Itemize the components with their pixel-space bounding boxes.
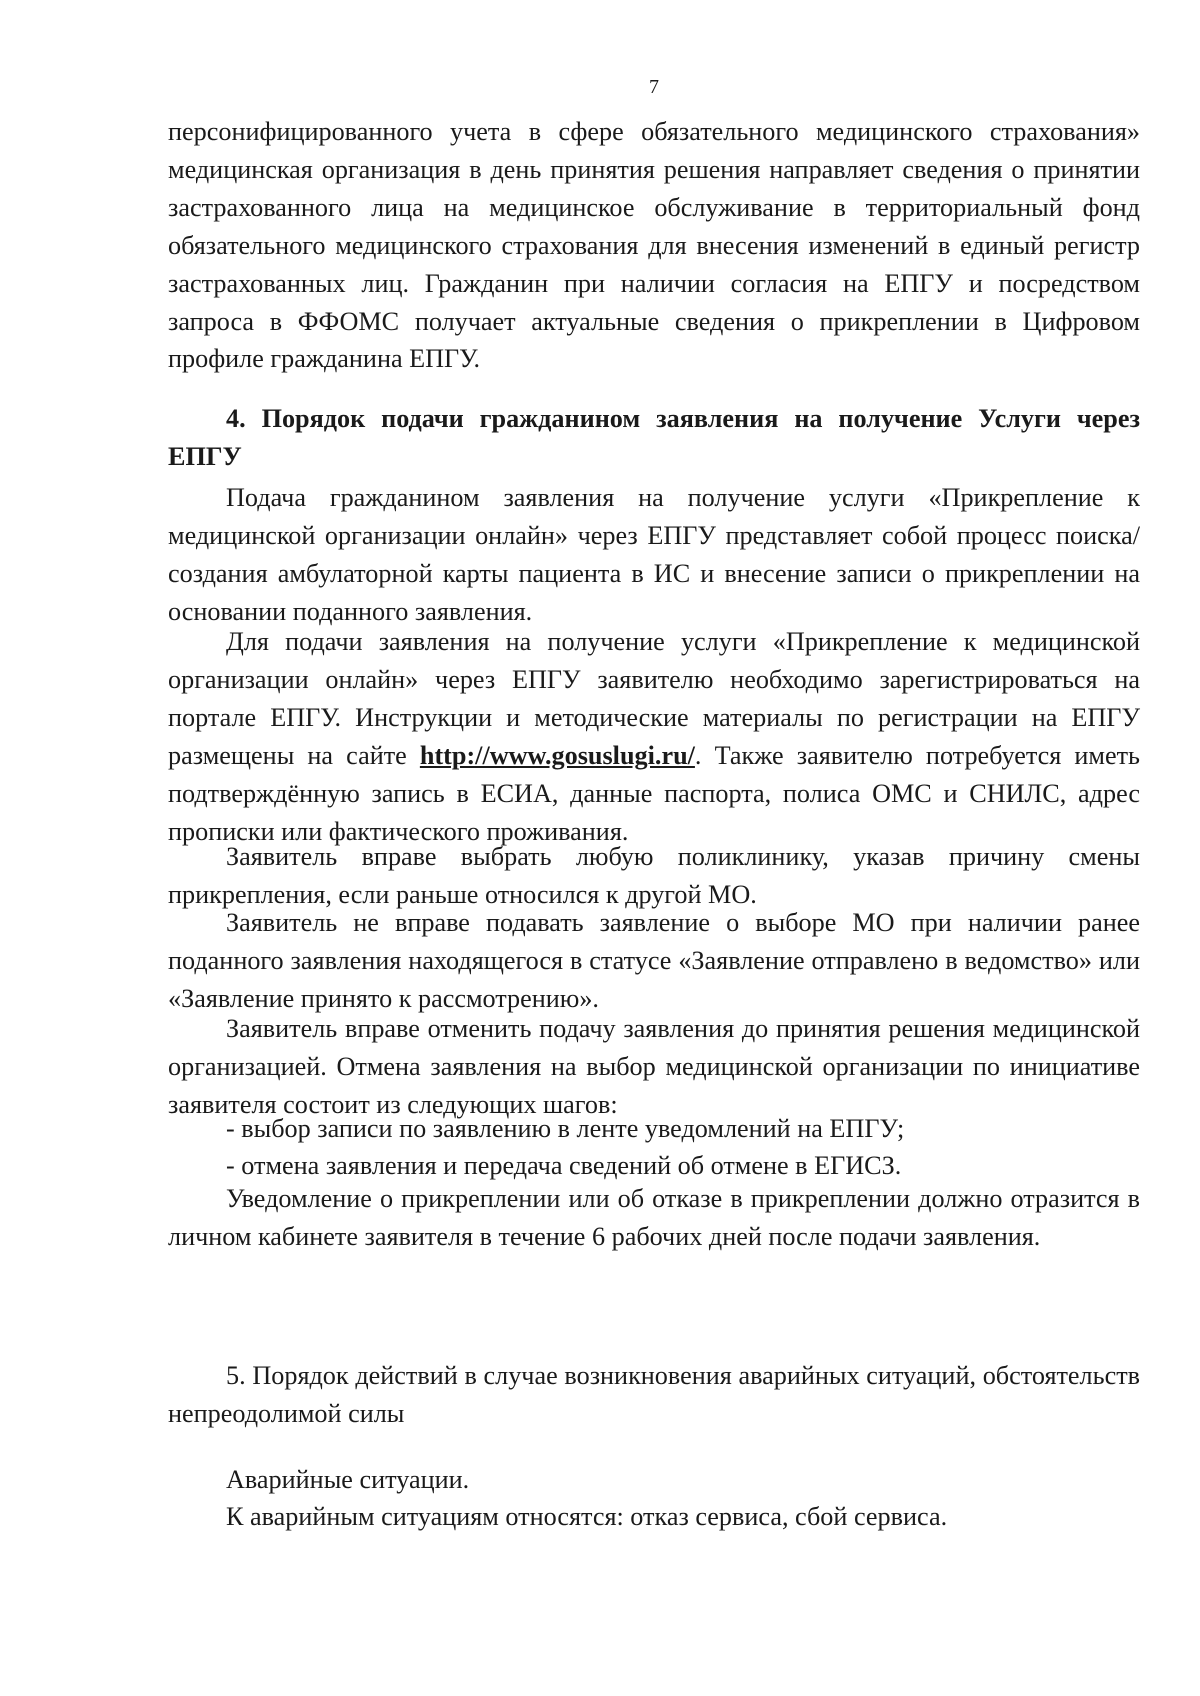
section-5-paragraph-2: К аварийным ситуациям относятся: отказ сервиса, сбой сервиса. xyxy=(226,1502,948,1531)
section-4-paragraph-6: Уведомление о прикреплении или об отказе в прикреплении должно отразится в личном кабинете заявителя в течение 6 рабочих дней после подачи заявления. xyxy=(168,1184,1140,1251)
section-4-paragraph-4: Заявитель не вправе подавать заявление о выборе МО при наличии ранее поданного заявления находящегося в статусе «Заявление отправлено в ведомство» или «Заявление принято к рассмотрению». xyxy=(168,908,1140,1013)
paragraph-2-text-before-link: Для подачи заявления на получение услуги «Прикрепление к медицинской организации онлайн» через ЕПГУ заявителю необходимо зарегистрироваться на портале ЕПГУ. Инструкции и методические материалы по регистрации на ЕПГУ размещены на сайте xyxy=(168,627,1140,770)
intro-paragraph: персонифицированного учета в сфере обязательного медицинского страхования» медицинская организация в день принятия решения направляет сведения о принятии застрахованного лица на медицинское обслуживание в территориальный фонд обязательного медицинского страхования для внесения изменений в единый регистр застрахованных лиц. Гражданин при наличии согласия на ЕПГУ и посредством запроса в ФФОМС получает актуальные сведения о прикреплении в Цифровом профиле гражданина ЕПГУ. xyxy=(168,117,1140,374)
gosuslugi-link[interactable]: http://www.gosuslugi.ru/ xyxy=(419,740,695,770)
section-4-paragraph-1: Подача гражданином заявления на получение услуги «Прикрепление к медицинской организации онлайн» через ЕПГУ представляет собой процесс поиска/создания амбулаторной карты пациента в ИС и внесение записи о прикреплении на основании поданного заявления. xyxy=(168,483,1140,626)
document-page xyxy=(168,0,1140,1696)
section-4-step-1: - выбор записи по заявлению в ленте уведомлений на ЕПГУ; xyxy=(226,1114,905,1143)
section-4-heading: 4. Порядок подачи гражданином заявления на получение Услуги через ЕПГУ xyxy=(168,404,1140,471)
page-number: 7 xyxy=(649,76,659,98)
section-4-paragraph-3: Заявитель вправе выбрать любую поликлинику, указав причину смены прикрепления, если раньше относился к другой МО. xyxy=(168,842,1140,909)
section-4-paragraph-2 xyxy=(168,623,1140,850)
section-4-paragraph-5: Заявитель вправе отменить подачу заявления до принятия решения медицинской организацией. Отмена заявления на выбор медицинской организации по инициативе заявителя состоит из следующих шагов: xyxy=(168,1014,1140,1119)
section-5-heading: 5. Порядок действий в случае возникновения аварийных ситуаций, обстоятельств непреодолимой силы xyxy=(168,1361,1140,1428)
paragraph-2-text-after-link: . Также заявителю потребуется иметь подтверждённую запись в ЕСИА, данные паспорта, полиса ОМС и СНИЛС, адрес прописки или фактического проживания. xyxy=(168,740,1140,846)
section-4-step-2: - отмена заявления и передача сведений об отмене в ЕГИСЗ. xyxy=(226,1151,902,1180)
section-5-paragraph-1: Аварийные ситуации. xyxy=(226,1465,470,1494)
